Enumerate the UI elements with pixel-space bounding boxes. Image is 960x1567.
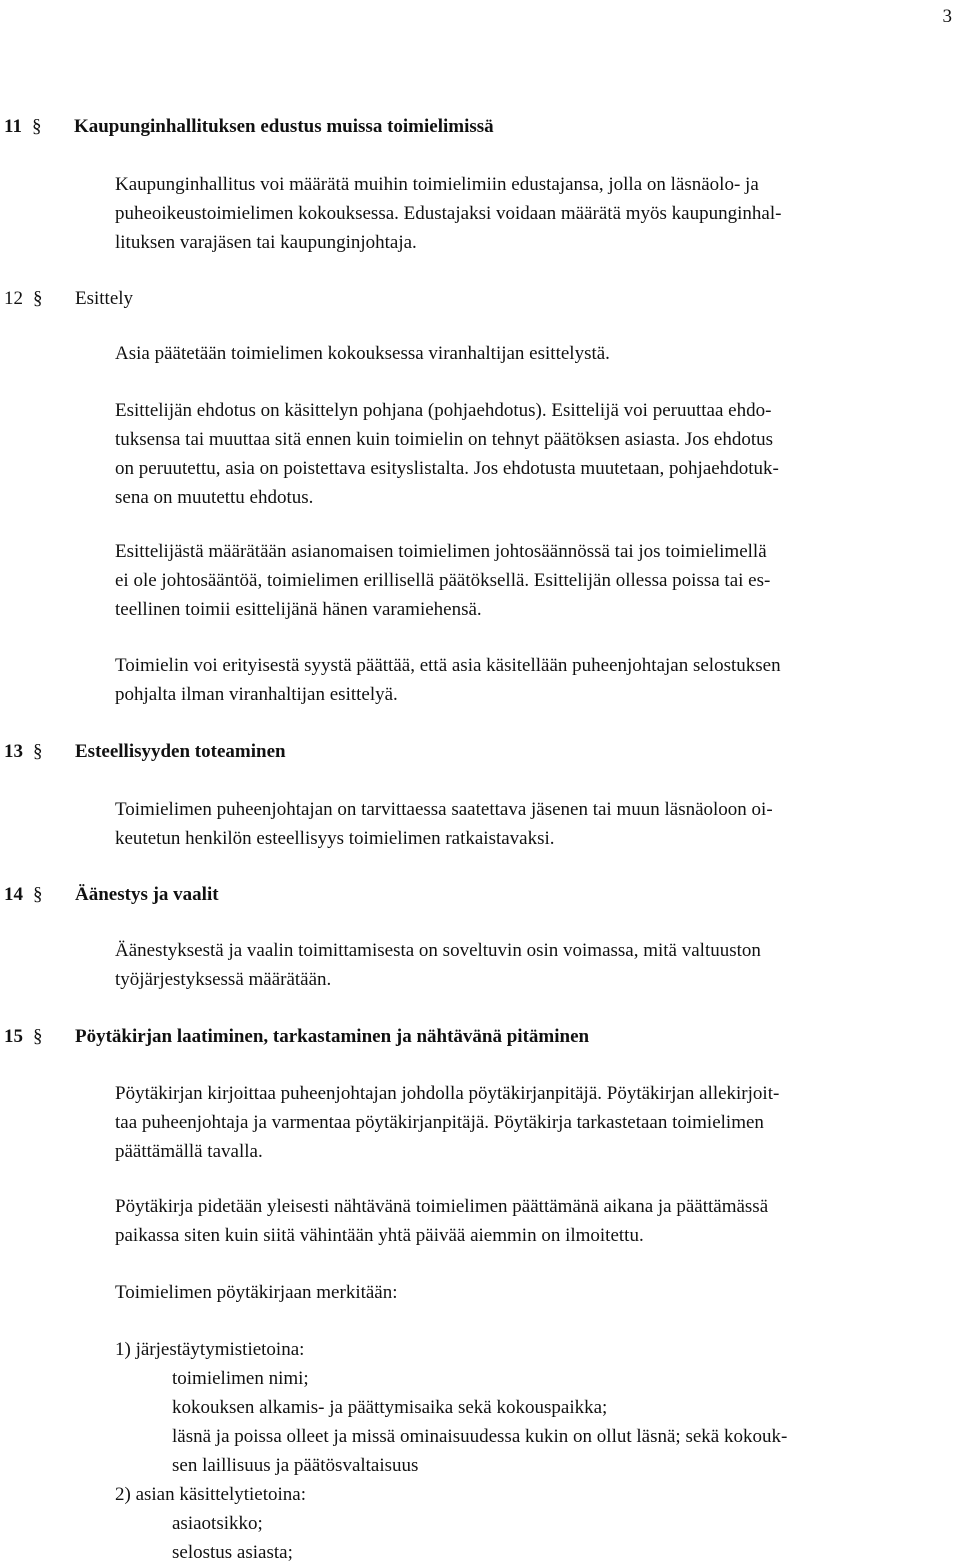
section-title: Äänestys ja vaalit: [75, 884, 219, 905]
section-number: 12: [4, 288, 23, 309]
section-heading: [4, 112, 494, 141]
text-line: Toimielin voi erityisestä syystä päättää, että asia käsitellään puheenjohtajan selostuksen: [115, 655, 781, 676]
text-line: puheoikeustoimielimen kokouksessa. Edustajaksi voidaan määrätä myös kaupunginhal-: [115, 203, 782, 224]
text-line: taa puheenjohtaja ja varmentaa pöytäkirjanpitäjä. Pöytäkirja tarkastetaan toimielimen: [115, 1112, 764, 1133]
text-line: Esittelijän ehdotus on käsittelyn pohjana (pohjaehdotus). Esittelijä voi peruuttaa ehdo-: [115, 400, 772, 421]
text-line: Pöytäkirjan kirjoittaa puheenjohtajan johdolla pöytäkirjanpitäjä. Pöytäkirjan allekirjoit-: [115, 1083, 780, 1104]
paragraph: [115, 1278, 955, 1307]
section-number: 15: [4, 1026, 23, 1047]
text-line: ei ole johtosääntöä, toimielimen erillisellä päätöksellä. Esittelijän ollessa poissa tai es-: [115, 570, 771, 591]
text-line: Esittelijästä määrätään asianomaisen toimielimen johtosäännössä tai jos toimielimellä: [115, 541, 767, 562]
section-title: Pöytäkirjan laatiminen, tarkastaminen ja nähtävänä pitäminen: [75, 1026, 590, 1047]
text-line: Äänestyksestä ja vaalin toimittamisesta on soveltuvin osin voimassa, mitä valtuuston: [115, 940, 761, 961]
text-line: Toimielimen pöytäkirjaan merkitään:: [115, 1282, 398, 1303]
text-line: teellinen toimii esittelijänä hänen varamiehensä.: [115, 599, 482, 620]
section-sign-icon: §: [31, 116, 42, 137]
list-item: kokouksen alkamis- ja päättymisaika sekä kokouspaikka;: [172, 1397, 608, 1418]
section-sign-icon: §: [33, 1026, 43, 1047]
section-title: Esittely: [75, 288, 134, 309]
paragraph: [115, 170, 955, 257]
text-line: paikassa siten kuin siitä vähintään yhtä päivää aiemmin on ilmoitettu.: [115, 1225, 644, 1246]
page-number: 3: [942, 6, 952, 27]
section-number: 11: [4, 116, 22, 137]
paragraph: [115, 1079, 955, 1166]
section-number: 14: [4, 884, 23, 905]
text-line: Pöytäkirja pidetään yleisesti nähtävänä toimielimen päättämänä aikana ja päättämässä: [115, 1196, 769, 1217]
list-item: asiaotsikko;: [172, 1513, 263, 1534]
text-line: Asia päätetään toimielimen kokouksessa viranhaltijan esittelystä.: [115, 343, 610, 364]
list-item: 1) järjestäytymistietoina:: [115, 1339, 305, 1360]
list-item: toimielimen nimi;: [172, 1368, 309, 1389]
paragraph: [115, 537, 955, 624]
paragraph: [115, 1192, 955, 1250]
section-heading: [4, 284, 133, 313]
paragraph: [115, 339, 955, 368]
text-line: Toimielimen puheenjohtajan on tarvittaessa saatettava jäsenen tai muun läsnäoloon oi-: [115, 799, 773, 820]
text-line: on peruutettu, asia on poistettava esityslistalta. Jos ehdotusta muutetaan, pohjaehdotuk-: [115, 458, 779, 479]
text-line: Kaupunginhallitus voi määrätä muihin toimielimiin edustajansa, jolla on läsnäolo- ja: [115, 174, 759, 195]
section-title: Kaupunginhallituksen edustus muissa toimielimissä: [73, 116, 494, 137]
list-item: sen laillisuus ja päätösvaltaisuus: [172, 1455, 419, 1476]
section-heading: [4, 1022, 589, 1051]
paragraph: [115, 936, 955, 994]
paragraph: [115, 651, 955, 709]
section-title: Esteellisyyden toteaminen: [75, 741, 286, 762]
paragraph: [115, 396, 955, 512]
section-sign-icon: §: [33, 741, 43, 762]
list-item: läsnä ja poissa olleet ja missä ominaisuudessa kukin on ollut läsnä; sekä kokouk-: [172, 1426, 788, 1447]
text-line: pohjalta ilman viranhaltijan esittelyä.: [115, 684, 398, 705]
text-line: työjärjestyksessä määrätään.: [115, 969, 332, 990]
text-line: sena on muutettu ehdotus.: [115, 487, 314, 508]
text-line: tuksensa tai muuttaa sitä ennen kuin toimielin on tehnyt päätöksen asiasta. Jos ehdotus: [115, 429, 774, 450]
list-item: selostus asiasta;: [172, 1542, 293, 1563]
section-sign-icon: §: [33, 884, 43, 905]
section-heading: [4, 737, 286, 766]
paragraph: [115, 795, 955, 853]
list-item: 2) asian käsittelytietoina:: [115, 1484, 307, 1505]
section-sign-icon: §: [33, 288, 43, 309]
section-heading: [4, 880, 219, 909]
text-line: päättämällä tavalla.: [115, 1141, 263, 1162]
section-number: 13: [4, 741, 23, 762]
text-line: lituksen varajäsen tai kaupunginjohtaja.: [115, 232, 417, 253]
text-line: keutetun henkilön esteellisyys toimielimen ratkaistavaksi.: [115, 828, 555, 849]
